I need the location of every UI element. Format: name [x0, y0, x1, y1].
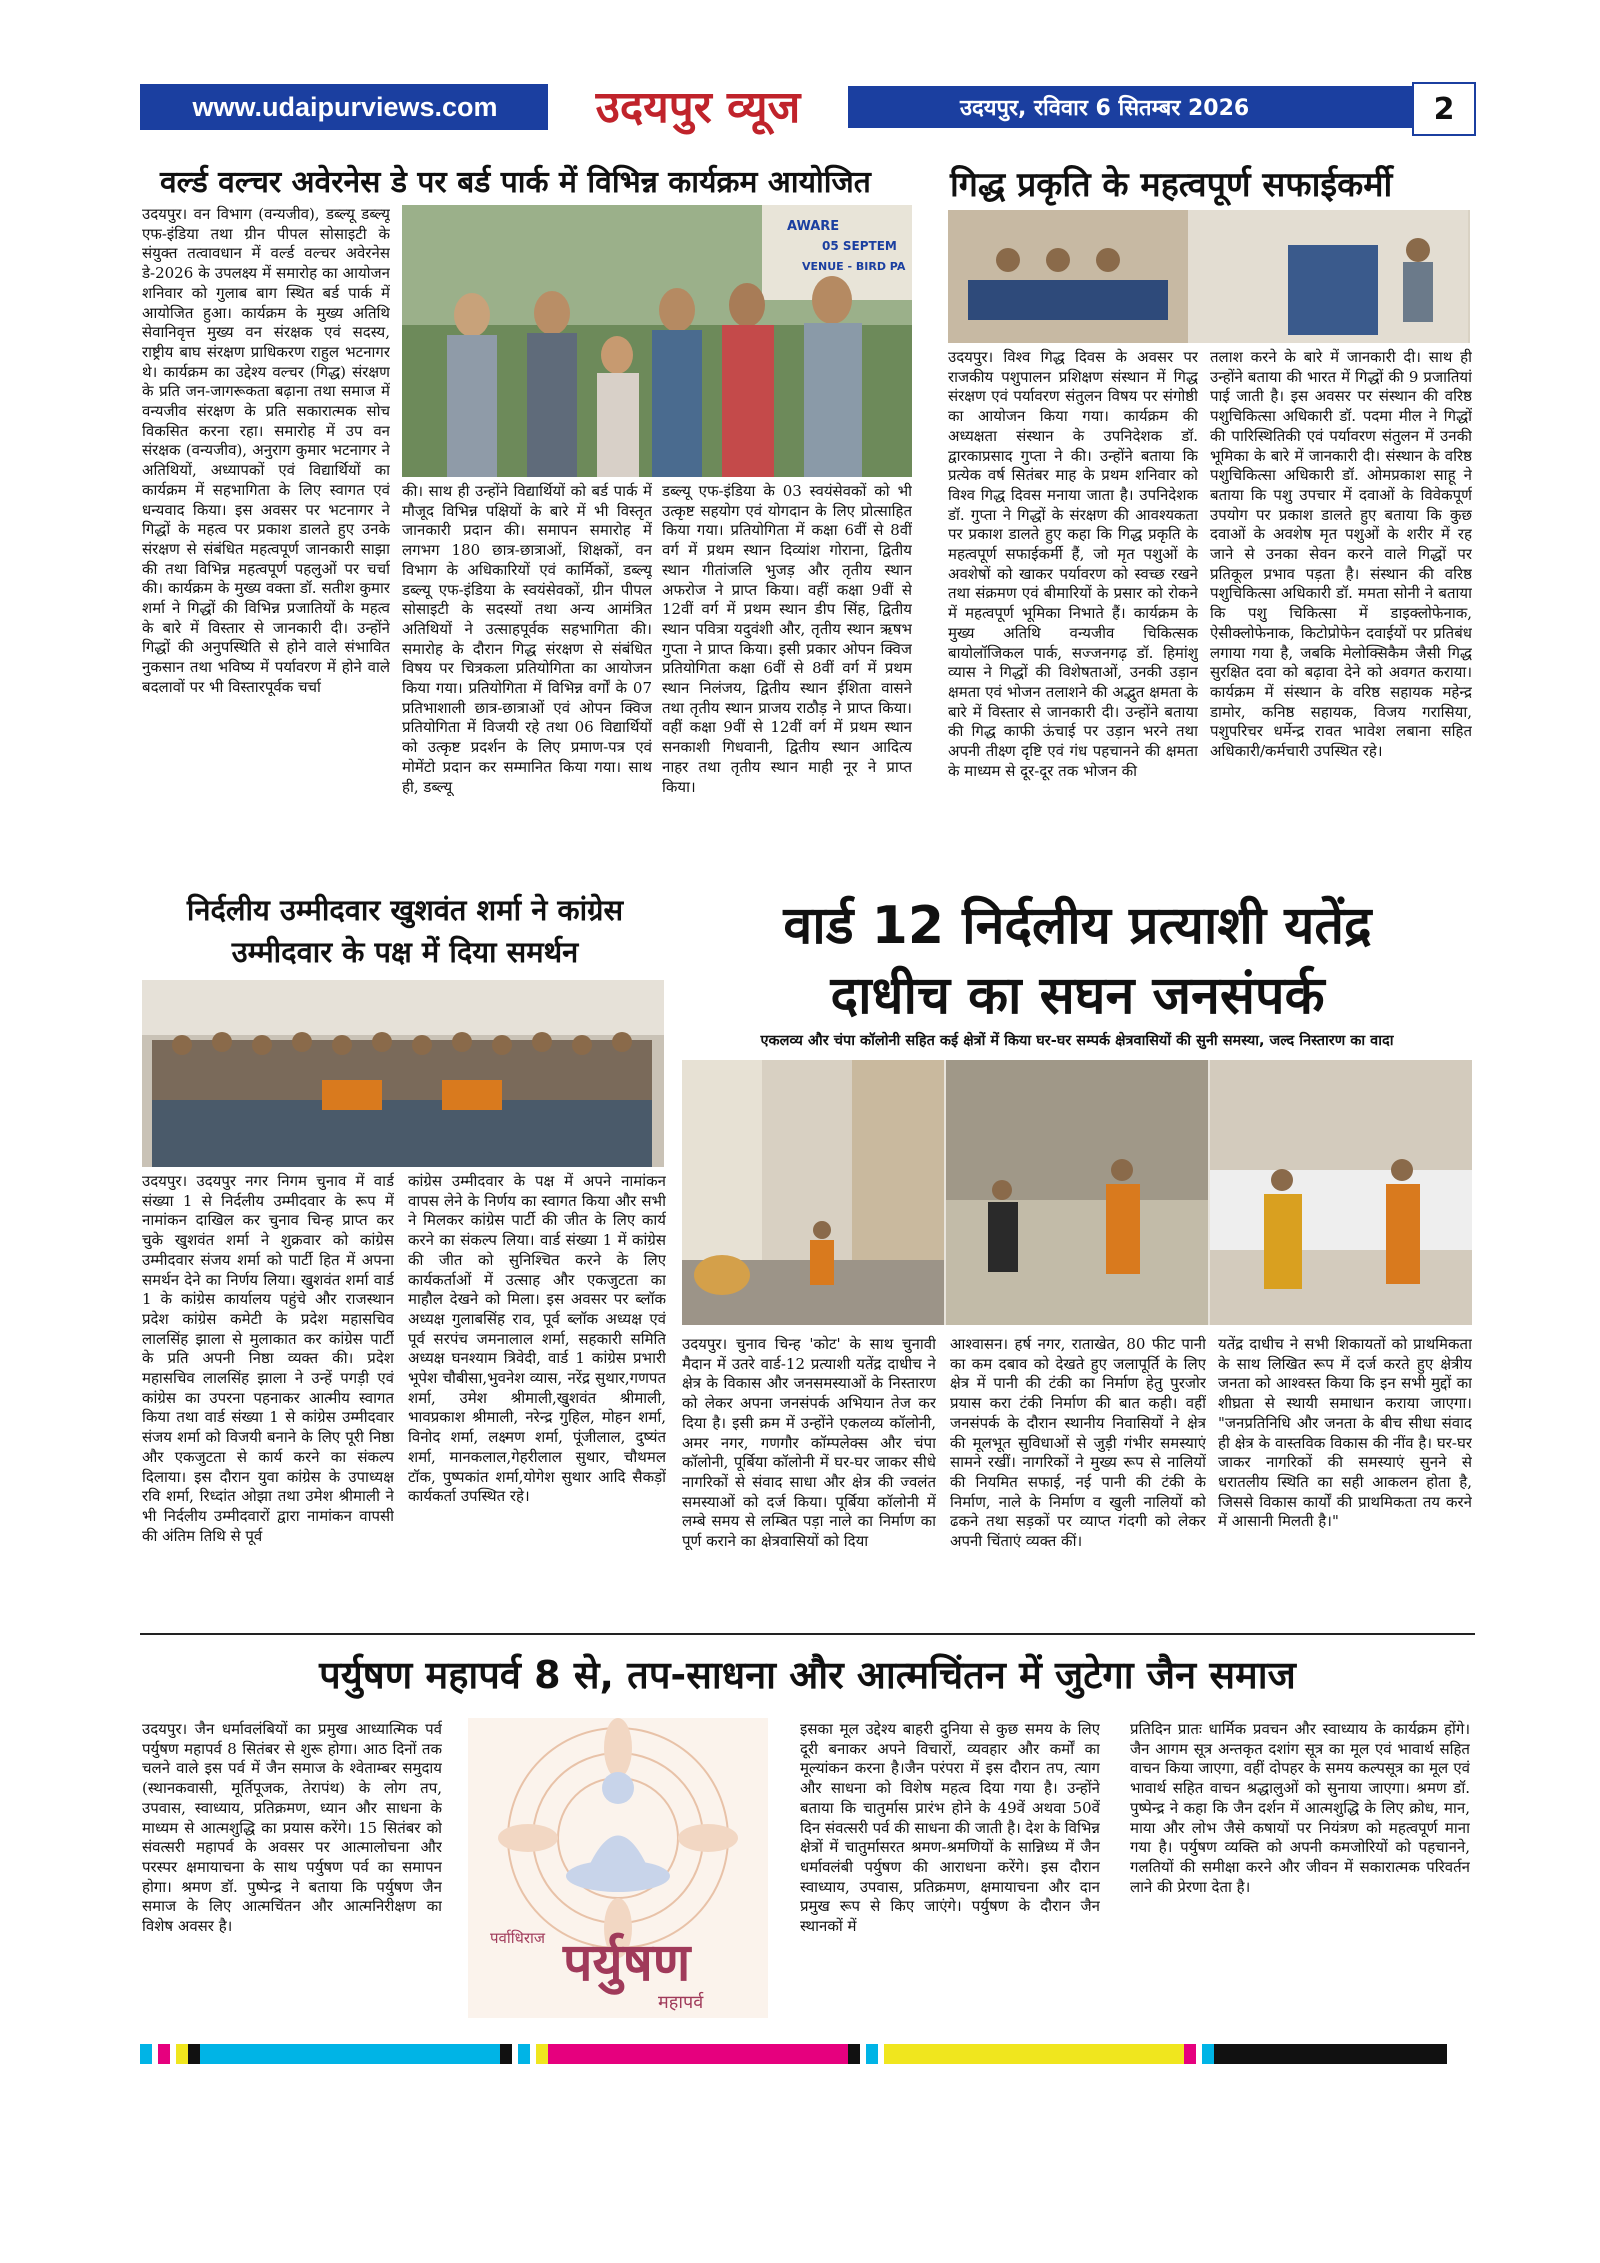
graphic-text-2: पर्युषण: [563, 1933, 691, 1993]
story5-col3: प्रतिदिन प्रातः धार्मिक प्रवचन और स्वाध्याय के कार्यक्रम होंगे। जैन आगम सूत्र अन्तकृत दशांग सूत्र का मूल एवं भावार्थ सहित वाचन किया जाएगा, वहीं दोपहर के समय कल्पसूत्र का मूल एवं भावार्थ सहित वाचन श्रद्धालुओं को सुनाया जाएगा। श्रमण डॉ. पुष्पेन्द्र ने कहा कि जैन दर्शन में आत्मशुद्धि के लिए क्रोध, मान, माया और लोभ जैसे कषायों पर नियंत्रण को महत्वपूर्ण माना गया है। पर्युषण व्यक्ति को अपनी कमजोरियों को पहचानने, गलतियों की समीक्षा करने और जीवन में सकारात्मक परिवर्तन लाने की प्रेरणा देता है।: [1130, 1720, 1470, 1896]
story1-col3: डब्ल्यू एफ-इंडिया के 03 स्वयंसेवकों को भी उत्कृष्ट सहयोग एवं योगदान के लिए प्रोत्साहित किया गया। प्रतियोगिता में कक्षा 6वीं से 8वीं वर्ग में प्रथम स्थान दिव्यांश गोराना, द्वितीय स्थान गीतांजलि भुजड़ और तृतीय स्थान अफरोज ने प्राप्त किया। वहीं कक्षा 9वीं से 12वीं वर्ग में प्रथम स्थान डीप सिंह, द्वितीय स्थान पवित्रा यदुवंशी और, तृतीय स्थान ऋषभ गुप्ता ने प्राप्त किया। इसी प्रकार ओपन क्विज प्रतियोगिता कक्षा 6वीं से 8वीं वर्ग में प्रथम स्थान निलंजय, द्वितीय स्थान ईशिता वासने तथा तृतीय स्थान प्राजय राठौड़ ने प्राप्त किया। वहीं कक्षा 9वीं से 12वीं वर्ग में प्रथम स्थान सनकाशी गिधवानी, द्वितीय स्थान आदित्य नाहर तथा तृतीय स्थान माही नूर ने प्राप्त किया।: [662, 482, 912, 796]
story2-photo: [948, 210, 1470, 343]
banner-text-1: AWARE: [787, 219, 840, 234]
cmyk-color-bar: [140, 2044, 1475, 2064]
graphic-text-3: महापर्व: [658, 1992, 704, 2013]
seminar-image: [948, 210, 1470, 343]
section-divider: [140, 1633, 1475, 1635]
story3-headline-line2: उम्मीदवार के पक्ष में दिया समर्थन: [231, 935, 579, 969]
graphic-text-1: पर्वाधिराज: [490, 1929, 546, 1947]
logo-text: उदयपुर व्यूज: [595, 82, 801, 133]
story5-headline: पर्युषण महापर्व 8 से, तप-साधना और आत्मचिंतन में जुटेगा जैन समाज: [319, 1653, 1296, 1697]
story3-col1: उदयपुर। उदयपुर नगर निगम चुनाव में वार्ड संख्या 1 से निर्दलीय उम्मीदवार के रूप में नामांकन दाखिल कर चुनाव चिन्ह प्राप्त कर चुके खुशवंत शर्मा ने शुक्रवार को कांग्रेस उम्मीदवार संजय शर्मा को पार्टी हित में अपना समर्थन देने का निर्णय लिया। खुशवंत शर्मा वार्ड 1 के कांग्रेस कार्यालय पहुंचे और राजस्थान प्रदेश कांग्रेस कमेटी के प्रदेश महासचिव लालसिंह झाला से मुलाकात कर कांग्रेस पार्टी के प्रति अपनी निष्ठा व्यक्त की। प्रदेश महासचिव लालसिंह झाला ने उन्हें पगड़ी एवं कांग्रेस का उपरना पहनाकर आत्मीय स्वागत किया तथा वार्ड संख्या 1 से कांग्रेस उम्मीदवार संजय शर्मा को विजयी बनाने के लिए पूरी निष्ठा और एकजुटता से कार्य करने का संकल्प दिलाया। इस दौरान युवा कांग्रेस के उपाध्यक्ष रवि शर्मा, रिध्दांत ओझा तथा उमेश श्रीमाली ने भी निर्दलीय उम्मीदवारों द्वारा नामांकन वापसी की अंतिम तिथि से पूर्व: [142, 1172, 394, 1545]
paryushan-graphic: [468, 1718, 768, 2018]
story1-photo: [402, 205, 912, 477]
banner-text-2: 05 SEPTEM: [822, 239, 897, 253]
story5-col2: इसका मूल उद्देश्य बाहरी दुनिया से कुछ समय के लिए दूरी बनाकर अपने विचारों, व्यवहार और कर्मों का मूल्यांकन करना है।जैन परंपरा में इस दौरान तप, त्याग और साधना को विशेष महत्व दिया गया है। उन्होंने बताया कि चातुर्मास प्रारंभ होने के 49वें अथवा 50वें दिन संवत्सरी पर्व की साधना की जाती है। देश के विभिन्न क्षेत्रों में चातुर्मासरत श्रमण-श्रमणियों के सान्निध्य में जैन धर्मावलंबी पर्युषण की आराधना करेंगे। इस दौरान स्वाध्याय, उपवास, प्रतिक्रमण, क्षमायाचना और दान प्रमुख रूप से किए जाएंगे। पर्युषण के दौरान जैन स्थानकों में: [800, 1720, 1100, 1936]
story1-col2: की। साथ ही उन्होंने विद्यार्थियों को बर्ड पार्क में मौजूद विभिन्न पक्षियों के बारे में भी विस्तृत जानकारी प्रदान की। समापन समारोह में लगभग 180 छात्र-छात्राओं, शिक्षकों, वन विभाग के अधिकारियों एवं कार्मिकों, डब्ल्यू डब्ल्यू एफ-इंडिया के स्वयंसेवकों, ग्रीन पीपल सोसाइटी के सदस्यों तथा अन्य आमंत्रित अतिथियों ने उत्साहपूर्वक सहभागिता की। समारोह के दौरान गिद्ध संरक्षण से संबंधित विषय पर चित्रकला प्रतियोगिता का आयोजन किया गया। प्रतियोगिता में विभिन्न वर्गों के 07 प्रतिभाशाली छात्र-छात्राओं एवं ओपन क्विज प्रतियोगिता में विजयी रहे तथा 06 विद्यार्थियों को उत्कृष्ट प्रदर्शन के लिए प्रमाण-पत्र एवं मोमेंटो प्रदान कर सम्मानित किया गया। साथ ही, डब्ल्यू: [402, 482, 652, 796]
page-number-box: [1412, 82, 1476, 136]
story2-col1: उदयपुर। विश्व गिद्ध दिवस के अवसर पर राजकीय पशुपालन प्रशिक्षण संस्थान में गिद्ध संरक्षण एवं पर्यावरण संतुलन विषय पर संगोष्ठी का आयोजन किया गया। कार्यक्रम की अध्यक्षता संस्थान के उपनिदेशक डॉ. द्वारकाप्रसाद गुप्ता ने की। उन्होंने बताया कि प्रत्येक वर्ष सितंबर माह के प्रथम शनिवार को विश्व गिद्ध दिवस मनाया जाता है। उपनिदेशक डॉ. गुप्ता ने गिद्धों के संरक्षण की आवश्यकता पर प्रकाश डालते हुए कहा कि गिद्ध प्रकृति के महत्वपूर्ण सफाईकर्मी हैं, जो मृत पशुओं के अवशेषों को खाकर पर्यावरण को स्वच्छ रखने तथा संक्रमण एवं बीमारियों के प्रसार को रोकने में महत्वपूर्ण भूमिका निभाते हैं। कार्यक्रम के मुख्य अतिथि वन्यजीव चिकित्सक बायोलॉजिकल पार्क, सज्जनगढ़ डॉ. हिमांशु व्यास ने गिद्धों की विशेषताओं, उनकी उड़ान क्षमता एवं भोजन तलाशने की अद्भुत क्षमता के बारे में विस्तार से जानकारी दी। उन्होंने बताया की गिद्ध काफी ऊंचाई पर उड़ान भरने तथा अपनी तीक्ष्ण दृष्टि एवं गंध पहचानने की क्षमता के माध्यम से दूर-दूर तक भोजन की: [948, 348, 1198, 780]
campaign-images: [682, 1060, 1472, 1325]
mandala-icon: [468, 1718, 768, 2018]
website-url[interactable]: www.udaipurviews.com: [192, 91, 498, 122]
story5-col1: उदयपुर। जैन धर्मावलंबियों का प्रमुख आध्यात्मिक पर्व पर्युषण महापर्व 8 सितंबर से शुरू होगा। आठ दिनों तक चलने वाले इस पर्व में जैन समाज के श्वेताम्बर समुदाय (स्थानकवासी, मूर्तिपूजक, तेरापंथ) के लोग तप, उपवास, स्वाध्याय, प्रतिक्रमण, ध्यान और साधना के माध्यम से आत्मशुद्धि का प्रयास करेंगे। 15 सितंबर को संवत्सरी महापर्व के अवसर पर आत्मालोचना और परस्पर क्षमायाचना के साथ पर्युषण पर्व का समापन होगा। श्रमण डॉ. पुष्पेन्द्र ने बताया कि पर्युषण जैन समाज के लिए आत्मचिंतन और आत्मनिरीक्षण का विशेष अवसर है।: [142, 1720, 442, 1936]
story1-col1: उदयपुर। वन विभाग (वन्यजीव), डब्ल्यू डब्ल्यू एफ-इंडिया तथा ग्रीन पीपल सोसाइटी के संयुक्त तत्वावधान में वर्ल्ड वल्चर अवेरनेस डे-2026 के उपलक्ष्य में समारोह का आयोजन शनिवार को गुलाब बाग स्थित बर्ड पार्क में आयोजित हुआ। कार्यक्रम के मुख्य अतिथि सेवानिवृत्त मुख्य वन संरक्षक एवं सदस्य, राष्ट्रीय बाघ संरक्षण प्राधिकरण राहुल भटनागर थे। कार्यक्रम का उद्देश्य वल्चर (गिद्ध) संरक्षण के प्रति जन-जागरूकता बढ़ाना तथा समाज में वन्यजीव संरक्षण के प्रति सकारात्मक सोच विकसित करना रहा। समारोह में उप वन संरक्षक (वन्यजीव), अनुराग कुमार भटनागर ने अतिथियों, अध्यापकों एवं विद्यार्थियों का कार्यक्रम में सहभागिता के लिए स्वागत एवं धन्यवाद किया। इस अवसर पर भटनागर ने गिद्धों के महत्व पर प्रकाश डालते हुए उनके संरक्षण से संबंधित महत्वपूर्ण जानकारी साझा की तथा विभिन्न महत्वपूर्ण पहलुओं पर चर्चा की। कार्यक्रम के मुख्य वक्ता डॉ. सतीश कुमार शर्मा ने गिद्धों की विभिन्न प्रजातियों के महत्व के बारे में विस्तार से जानकारी दी। उन्होंने गिद्धों की अनुपस्थिति से होने वाले संभावित नुकसान तथा भविष्य में पर्यावरण में होने वाले बदलावों पर भी विस्तारपूर्वक चर्चा: [142, 205, 390, 696]
story2-headline: गिद्ध प्रकृति के महत्वपूर्ण सफाईकर्मी: [950, 165, 1393, 205]
story4-col2: आश्वासन। हर्ष नगर, राताखेत, 80 फीट पानी का कम दबाव को देखते हुए जलापूर्ति के लिए क्षेत्र में पानी की टंकी का निर्माण हेतु पुरजोर प्रयास करा टंकी निर्माण की बात कही। वहीं जनसंपर्क के दौरान स्थानीय निवासियों ने क्षेत्र की मूलभूत सुविधाओं से जुड़ी गंभीर समस्याएं सामने रखीं। नागरिकों ने मुख्य रूप से नालियों की नियमित सफाई, नई पानी की टंकी के निर्माण, नाले के निर्माण व खुली नालियों को ढकने तथा सड़कों पर व्याप्त गंदगी को लेकर अपनी चिंताएं व्यक्त कीं।: [950, 1335, 1206, 1551]
bird-park-event-image: [402, 205, 912, 477]
masthead-logo: [548, 70, 848, 140]
story3-headline-line1: निर्दलीय उम्मीदवार खुशवंत शर्मा ने कांग्रेस: [186, 893, 624, 927]
story1-headline: वर्ल्ड वल्चर अवेरनेस डे पर बर्ड पार्क में विभिन्न कार्यक्रम आयोजित: [160, 165, 871, 200]
banner-text-3: VENUE - BIRD PA: [802, 260, 906, 273]
story4-photo: [682, 1060, 1472, 1325]
date-text: उदयपुर, रविवार 6 सितम्बर 2026: [960, 96, 1250, 121]
story4-subheadline: एकलव्य और चंपा कॉलोनी सहित कई क्षेत्रों में किया घर-घर सम्पर्क क्षेत्रवासियों की सुनी समस्या, जल्द निस्तारण का वादा: [760, 1033, 1394, 1049]
congress-group-image: [142, 980, 664, 1167]
story4-headline-line1: वार्ड 12 निर्दलीय प्रत्याशी यतेंद्र: [783, 896, 1372, 956]
story4-headline-line2: दाधीच का सघन जनसंपर्क: [830, 966, 1325, 1026]
dateline: [960, 86, 1340, 128]
website-banner: [140, 84, 550, 130]
story3-photo: [142, 980, 664, 1167]
page-number: 2: [1433, 91, 1455, 127]
story2-col2: तलाश करने के बारे में जानकारी दी। साथ ही उन्होंने बताया की भारत में गिद्धों की 9 प्रजातियां पाई जाती है। इस अवसर पर संस्थान की वरिष्ठ पशुचिकित्सा अधिकारी डॉ. पदमा मील ने गिद्धों की पारिस्थितिकी एवं पर्यावरण संतुलन में उनकी भूमिका के बारे में जानकारी दी। संस्थान के वरिष्ठ पशुचिकित्सा अधिकारी डॉ. ओमप्रकाश साहू ने बताया कि पशु उपचार में दवाओं के विवेकपूर्ण उपयोग पर प्रकाश डालते हुए बताया कि कुछ दवाओं के अवशेष मृत पशुओं के शरीर में रह जाने से उनका सेवन करने वाले गिद्धों पर प्रतिकूल प्रभाव पड़ता है। संस्थान की वरिष्ठ पशुचिकित्सा अधिकारी डॉ. ममता सोनी ने बताया कि पशु चिकित्सा में डाइक्लोफेनाक, ऐसीक्लोफेनाक, किटोप्रोफेन दवाईयों पर प्रतिबंध लगाया गया है, जबकि मेलोक्सिकैम जैसी गिद्ध सुरक्षित दवा को बढ़ावा देने को अवगत कराया। कार्यक्रम में संस्थान के वरिष्ठ सहायक महेन्द्र डामोर, कनिष्ठ सहायक, विजय गरासिया, पशुपरिचर धर्मेन्द्र रावत भावेश लबाना सहित अधिकारी/कर्मचारी उपस्थित रहे।: [1210, 348, 1472, 761]
story4-col3: यतेंद्र दाधीच ने सभी शिकायतों को प्राथमिकता के साथ लिखित रूप में दर्ज करते हुए क्षेत्रीय जनता को आश्वस्त किया कि इन सभी मुद्दों का शीघ्रता से स्थायी समाधान कराया जाएगा। "जनप्रतिनिधि और जनता के बीच सीधा संवाद ही क्षेत्र के वास्तविक विकास की नींव है। घर-घर जाकर नागरिकों की समस्याएं सुनने से धरातलीय स्थिति का सही आकलन होता है, जिससे विकास कार्यों की प्राथमिकता तय करने में आसानी मिलती है।": [1218, 1335, 1472, 1531]
story4-col1: उदयपुर। चुनाव चिन्ह 'कोट' के साथ चुनावी मैदान में उतरे वार्ड-12 प्रत्याशी यतेंद्र दाधीच ने क्षेत्र के विकास और जनसमस्याओं के निस्तारण को लेकर अपना जनसंपर्क अभियान तेज कर दिया है। इसी क्रम में उन्होंने एकलव्य कॉलोनी, अमर नगर, गणगौर कॉम्पलेक्स और चंपा कॉलोनी, पूर्बिया कॉलोनी में घर-घर जाकर सीधे नागरिकों से संवाद साधा और क्षेत्र की ज्वलंत समस्याओं को दर्ज किया। पूर्बिया कॉलोनी में लम्बे समय से लम्बित पड़ा नाले का निर्माण का पूर्ण कराने का क्षेत्रवासियों को दिया: [682, 1335, 936, 1551]
story3-col2: कांग्रेस उम्मीदवार के पक्ष में अपने नामांकन वापस लेने के निर्णय का स्वागत किया और सभी ने मिलकर कांग्रेस पार्टी की जीत के लिए कार्य करने का संकल्प लिया। वार्ड संख्या 1 में कांग्रेस की जीत को सुनिश्चित करने के लिए कार्यकर्ताओं में उत्साह और एकजुटता का माहौल देखने को मिला। इस अवसर पर ब्लॉक अध्यक्ष गुलाबसिंह राव, पूर्व ब्लॉक अध्यक्ष एवं पूर्व सरपंच जमनालाल शर्मा, सहकारी समिति अध्यक्ष घनश्याम त्रिवेदी, वार्ड 1 कांग्रेस प्रभारी भूपेश चौबीसा,भुवनेश व्यास, नरेंद्र सुथार,गणपत शर्मा, उमेश श्रीमाली,खुशवंत श्रीमाली, भावप्रकाश श्रीमाली, नरेन्द्र गुहिल, मोहन शर्मा, विनोद शर्मा, लक्ष्मण शर्मा, पूंजीलाल, दुष्यंत शर्मा, मानकलाल,गेहरीलाल सुथार, चौथमल टॉक, पुष्पकांत शर्मा,योगेश सुथार आदि सैकड़ों कार्यकर्ता उपस्थित रहे।: [408, 1172, 666, 1506]
